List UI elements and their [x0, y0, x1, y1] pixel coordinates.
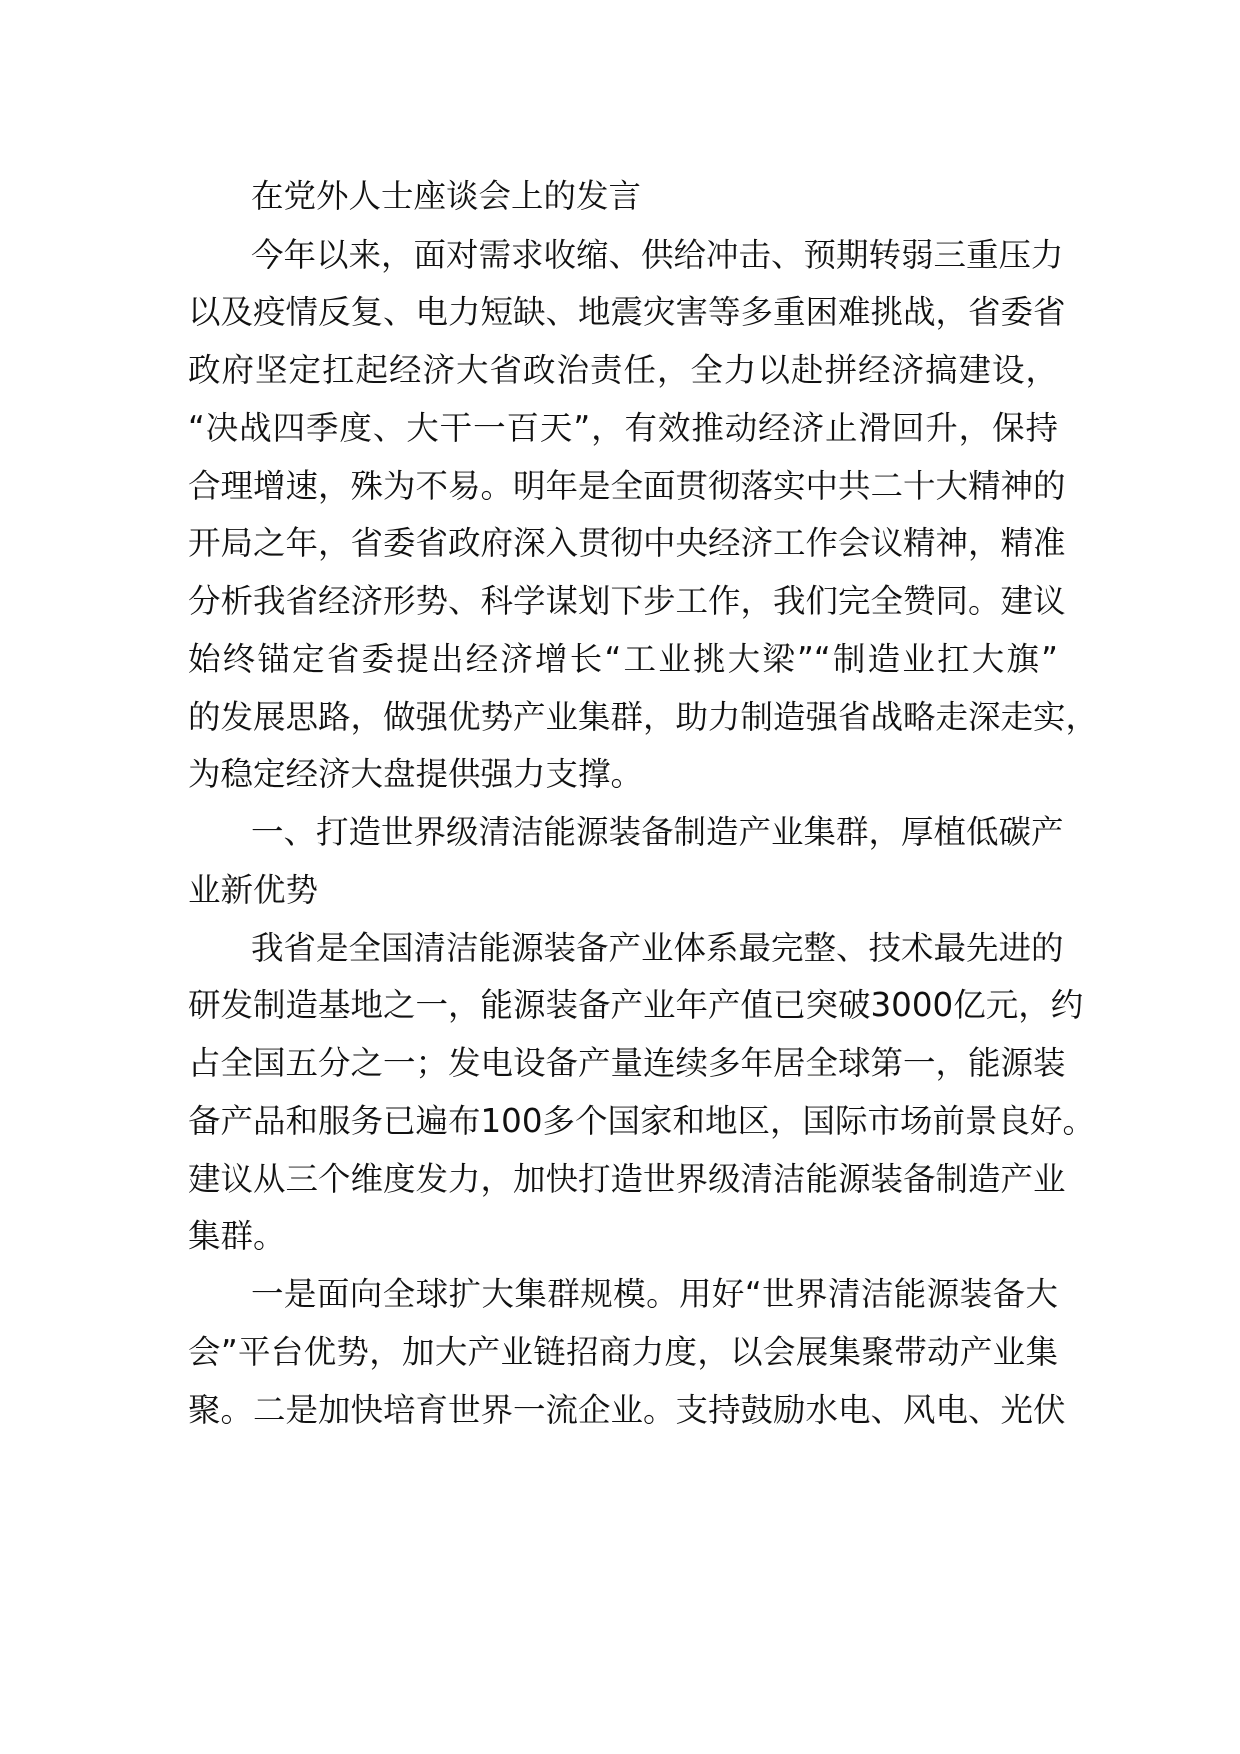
- paragraph-line: “决战四季度、大干一百天”，有效推动经济止滑回升，保持: [188, 409, 1058, 447]
- document-title: 在党外人士座谈会上的发言: [251, 177, 642, 215]
- paragraph-line: 的发展思路，做强优势产业集群，助力制造强省战略走深走实，: [188, 698, 1099, 736]
- paragraph-line: 今年以来，面对需求收缩、供给冲击、预期转弱三重压力: [251, 236, 1064, 274]
- paragraph-line: 会”平台优势，加大产业链招商力度，以会展集聚带动产业集: [188, 1333, 1058, 1371]
- paragraph-line: 政府坚定扛起经济大省政治责任，全力以赴拼经济搞建设，: [188, 351, 1058, 389]
- paragraph-line: 以及疫情反复、电力短缺、地震灾害等多重困难挑战，省委省: [188, 293, 1066, 331]
- paragraph-line: 始终锚定省委提出经济增长“工业挑大梁”“制造业扛大旗”: [188, 640, 1058, 678]
- paragraph-line: 我省是全国清洁能源装备产业体系最完整、技术最先进的: [251, 929, 1064, 967]
- paragraph-line: 占全国五分之一；发电设备产量连续多年居全球第一，能源装: [188, 1044, 1066, 1082]
- paragraph-line: 开局之年，省委省政府深入贯彻中央经济工作会议精神，精准: [188, 524, 1066, 562]
- section-heading-line: 一、打造世界级清洁能源装备制造产业集群，厚植低碳产: [251, 813, 1064, 851]
- paragraph-line: 备产品和服务已遍布100多个国家和地区，国际市场前景良好。: [188, 1102, 1096, 1140]
- paragraph-line: 为稳定经济大盘提供强力支撑。: [188, 755, 644, 793]
- section-heading-line: 业新优势: [188, 871, 319, 909]
- paragraph-line: 建议从三个维度发力，加快打造世界级清洁能源装备制造产业: [188, 1160, 1066, 1198]
- paragraph-line: 聚。二是加快培育世界一流企业。支持鼓励水电、风电、光伏: [188, 1391, 1066, 1429]
- paragraph-line: 研发制造基地之一，能源装备产业年产值已突破3000亿元，约: [188, 986, 1084, 1024]
- paragraph-line: 一是面向全球扩大集群规模。用好“世界清洁能源装备大: [251, 1275, 1058, 1313]
- paragraph-line: 集群。: [188, 1217, 286, 1255]
- paragraph-line: 合理增速，殊为不易。明年是全面贯彻落实中共二十大精神的: [188, 467, 1066, 505]
- paragraph-line: 分析我省经济形势、科学谋划下步工作，我们完全赞同。建议: [188, 582, 1066, 620]
